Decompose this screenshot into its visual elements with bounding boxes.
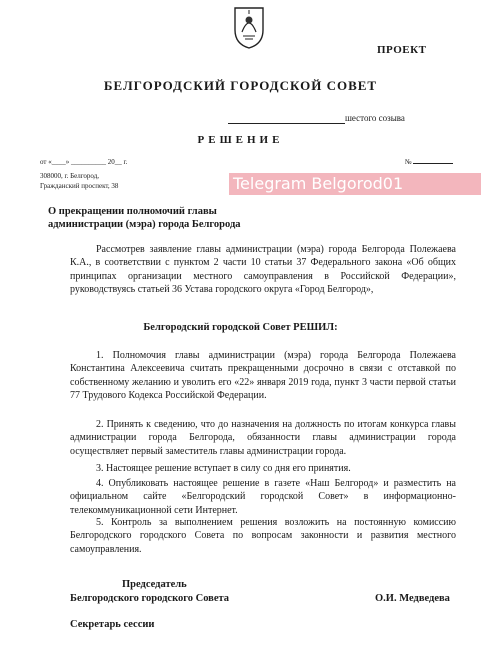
decision-title: РЕШЕНИЕ [197, 134, 284, 146]
decision-item-4: 4. Опубликовать настоящее решение в газете «Наш Белгород» и разместить на официальном сайте «Белгородский городской Совет» в информационно-телекоммуникационной сети Интернет. [70, 478, 456, 516]
subject-line-1: О прекращении полномочий главы [48, 206, 217, 217]
convocation-blank [228, 113, 345, 124]
subject-line-2: администрации (мэра) города Белгорода [48, 219, 241, 230]
date-field: от «____» __________ 20__ г. [40, 158, 128, 166]
secretary-title: Секретарь сессии [70, 619, 155, 630]
number-blank [413, 163, 453, 164]
number-label: № [405, 158, 412, 166]
chair-title-line-2: Белгородского городского Совета [70, 593, 230, 604]
decision-item-3: 3. Настоящее решение вступает в силу со дня его принятия. [96, 463, 351, 474]
council-title: БЕЛГОРОДСКИЙ ГОРОДСКОЙ СОВЕТ [103, 78, 378, 93]
coat-of-arms-icon [232, 4, 266, 50]
draft-status: ПРОЕКТ [377, 44, 427, 56]
address-line-1: 308000, г. Белгород, [40, 172, 100, 180]
address-line-2: Гражданский проспект, 38 [40, 182, 119, 190]
chair-title-line-1: Председатель [122, 579, 187, 590]
chair-name: О.И. Медведева [375, 593, 450, 604]
number-field [405, 158, 453, 166]
address-block [40, 171, 200, 191]
convocation-label: шестого созыва [345, 113, 405, 123]
telegram-watermark: Telegram Belgorod01 [229, 173, 481, 195]
document-subject [48, 205, 308, 231]
decision-item-1: 1. Полномочия главы администрации (мэра) города Белгорода Полежаева Константина Алексеевича считать прекращенными досрочно в связи с отставкой по собственному желанию и уволить его «22» января 2019 года, пункт 3 части первой статьи 77 Трудового Кодекса Российской Федерации. [70, 350, 456, 402]
preamble-paragraph: Рассмотрев заявление главы администрации (мэра) города Белгорода Полежаева К.А., в соответствии с пунктом 2 части 10 статьи 37 Федерального закона «Об общих принципах организации местного самоуправления в Российской Федерации», руководствуясь статьей 36 Устава городского округа «Город Белгород», [70, 244, 456, 296]
decision-item-2: 2. Принять к сведению, что до назначения на должность по итогам конкурса главы администрации города Белгорода, обязанности главы администрации города осуществляет первый заместитель главы администрации города. [70, 419, 456, 457]
resolved-heading: Белгородский городской Совет РЕШИЛ: [143, 322, 338, 333]
decision-item-5: 5. Контроль за выполнением решения возложить на постоянную комиссию Белгородского городского Совета по вопросам законности и развития местного самоуправления. [70, 517, 456, 555]
